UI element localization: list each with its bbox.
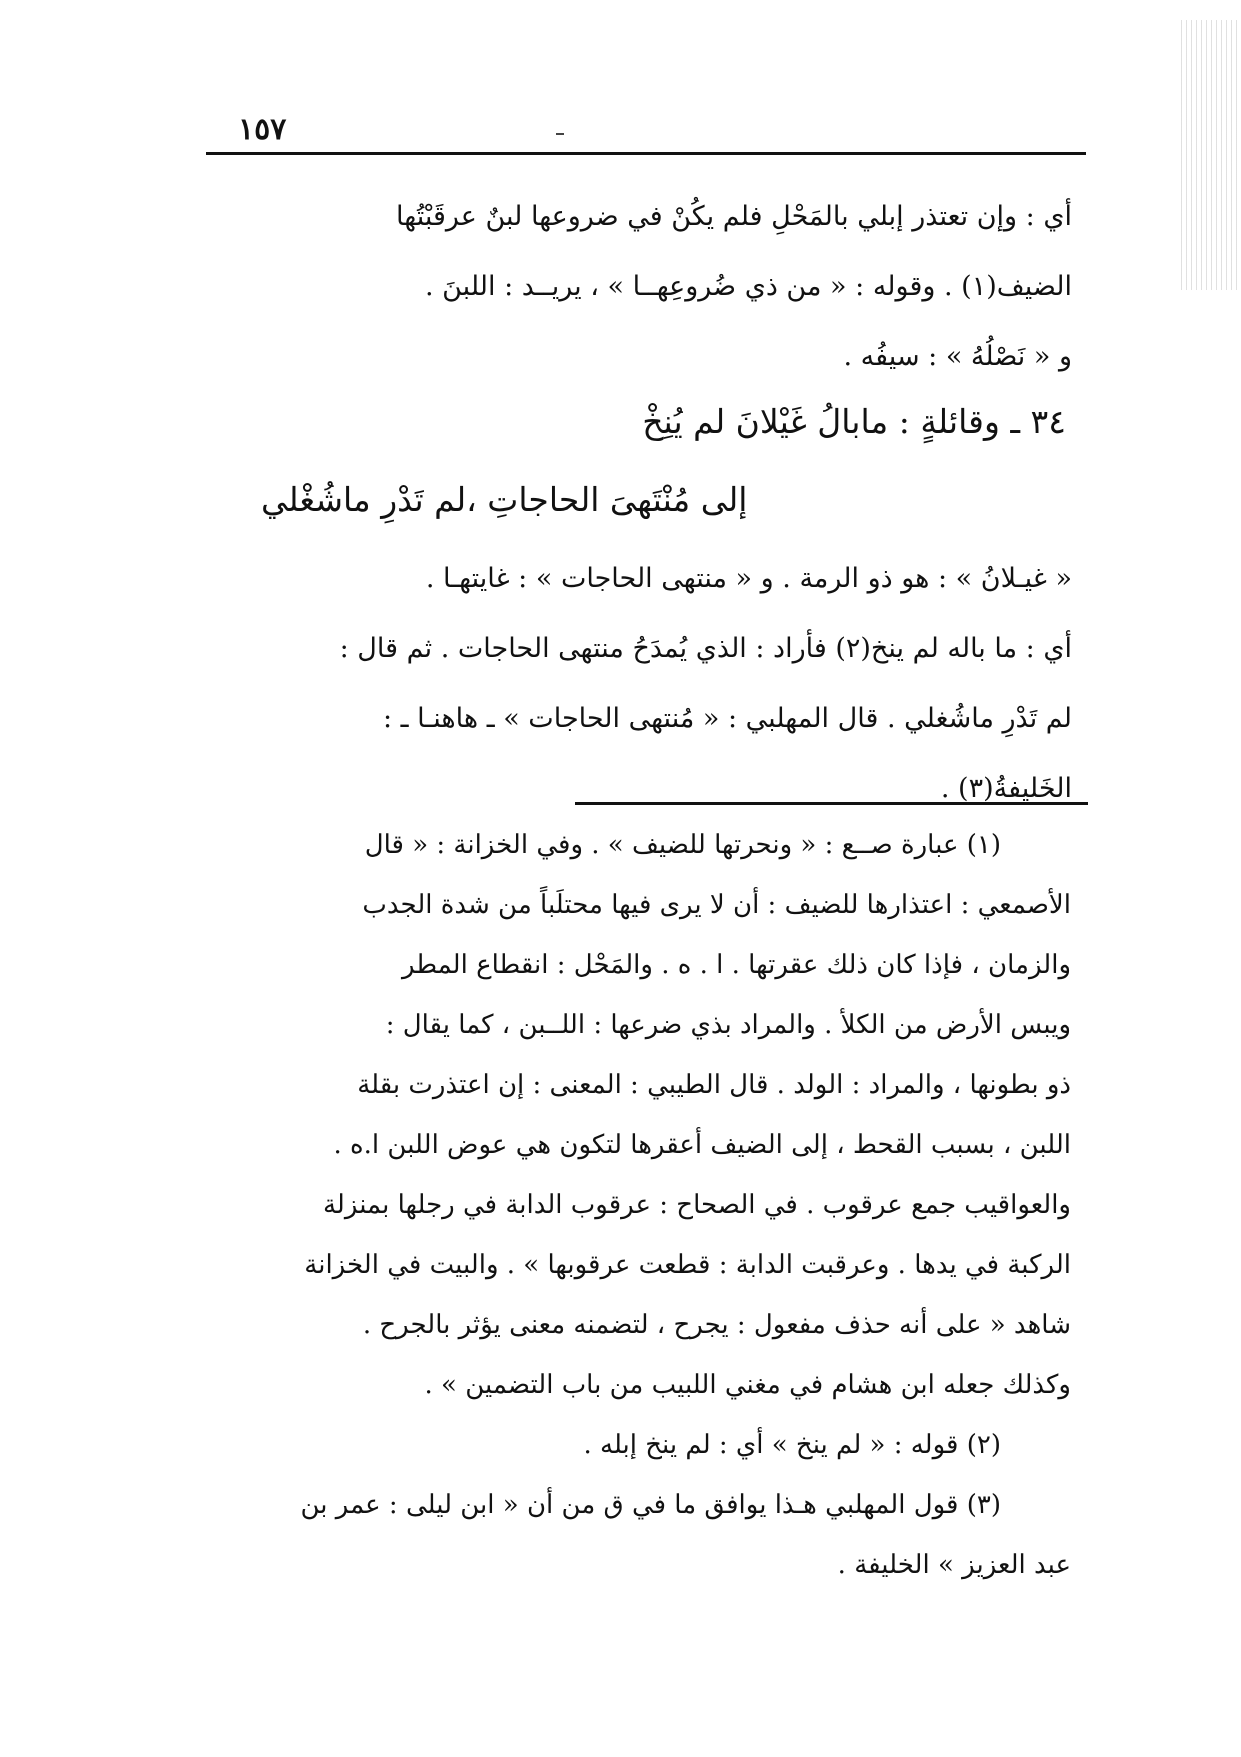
commentary-line: لم تَدْرِ ماشُغلي . قال المهلبي : « مُنتهى الحاجات » ـ هاهنـا ـ : bbox=[382, 703, 1072, 734]
commentary-line: الخَليفةُ(٣) . bbox=[940, 773, 1072, 804]
footnote-1-line: والعواقيب جمع عرقوب . في الصحاح : عرقوب الدابة في رجلها بمنزلة bbox=[322, 1190, 1071, 1220]
commentary-line: أي : وإن تعتذر إبلي بالمَحْلِ فلم يكُنْ في ضروعها لبنٌ عرقَبْتُها bbox=[396, 201, 1072, 232]
commentary-line: الضيف(١) . وقوله : « من ذي ضُروعِهــا » ، يريــد : اللبنَ . bbox=[424, 271, 1072, 302]
footnote-1-line: (١) عبارة صــع : « ونحرتها للضيف » . وفي الخزانة : « قال bbox=[364, 830, 1001, 860]
footnotes bbox=[225, 815, 1071, 1595]
commentary-line: أي : ما باله لم ينخ(٢) فأراد : الذي يُمدَحُ منتهى الحاجات . ثم قال : bbox=[339, 633, 1072, 664]
footnotes-rule bbox=[575, 802, 1088, 805]
header-rule bbox=[206, 152, 1086, 155]
footnote-1-line: الركبة في يدها . وعرقبت الدابة : قطعت عرقوبها » . والبيت في الخزانة bbox=[304, 1250, 1071, 1280]
page-edge-shading bbox=[1179, 20, 1241, 290]
footnote-3-line: (٣) قول المهلبي هـذا يوافق ما في ق من أن « ابن ليلى : عمر بن bbox=[300, 1490, 1001, 1520]
footnote-1-line: الأصمعي : اعتذارها للضيف : أن لا يرى فيها محتلَباً من شدة الجدب bbox=[362, 890, 1071, 920]
verse-first-hemistich: ٣٤ ـ وقائلةٍ : مابالُ غَيْلانَ لم يُنِخْ bbox=[642, 402, 1066, 441]
footnote-1-line: وكذلك جعله ابن هشام في مغني اللبيب من باب التضمين » . bbox=[424, 1370, 1071, 1400]
footnote-3-line: عبد العزيز » الخليفة . bbox=[837, 1550, 1071, 1580]
verse-second-hemistich: إلى مُنْتَهىَ الحاجاتِ ،لم تَدْرِ ماشُغْلي bbox=[261, 480, 748, 519]
commentary-line: و « نَصْلُهُ » : سيفُه . bbox=[843, 341, 1072, 372]
footnote-1-line: والزمان ، فإذا كان ذلك عقرتها . ا . ه . والمَحْل : انقطاع المطر bbox=[401, 950, 1071, 980]
footnote-1-line: اللبن ، بسبب القحط ، إلى الضيف أعقرها لتكون هي عوض اللبن ا.ه . bbox=[333, 1130, 1071, 1160]
commentary-line: « غيـلانُ » : هو ذو الرمة . و « منتهى الحاجات » : غايتهـا . bbox=[425, 563, 1072, 594]
footnote-2: (٢) قوله : « لم ينخ » أي : لم ينخ إبله . bbox=[583, 1430, 1001, 1460]
footnote-1-line: شاهد « على أنه حذف مفعول : يجرح ، لتضمنه معنى يؤثر بالجرح . bbox=[362, 1310, 1071, 1340]
header-tick-mark bbox=[556, 133, 564, 135]
footnote-1-line: ذو بطونها ، والمراد : الولد . قال الطيبي : المعنى : إن اعتذرت بقلة bbox=[357, 1070, 1071, 1100]
commentary-before-verse bbox=[212, 182, 1072, 392]
commentary-after-verse bbox=[212, 544, 1072, 824]
footnote-1-line: ويبس الأرض من الكلأ . والمراد بذي ضرعها : اللــبن ، كما يقال : bbox=[385, 1010, 1071, 1040]
page-number: ١٥٧ bbox=[238, 112, 287, 147]
